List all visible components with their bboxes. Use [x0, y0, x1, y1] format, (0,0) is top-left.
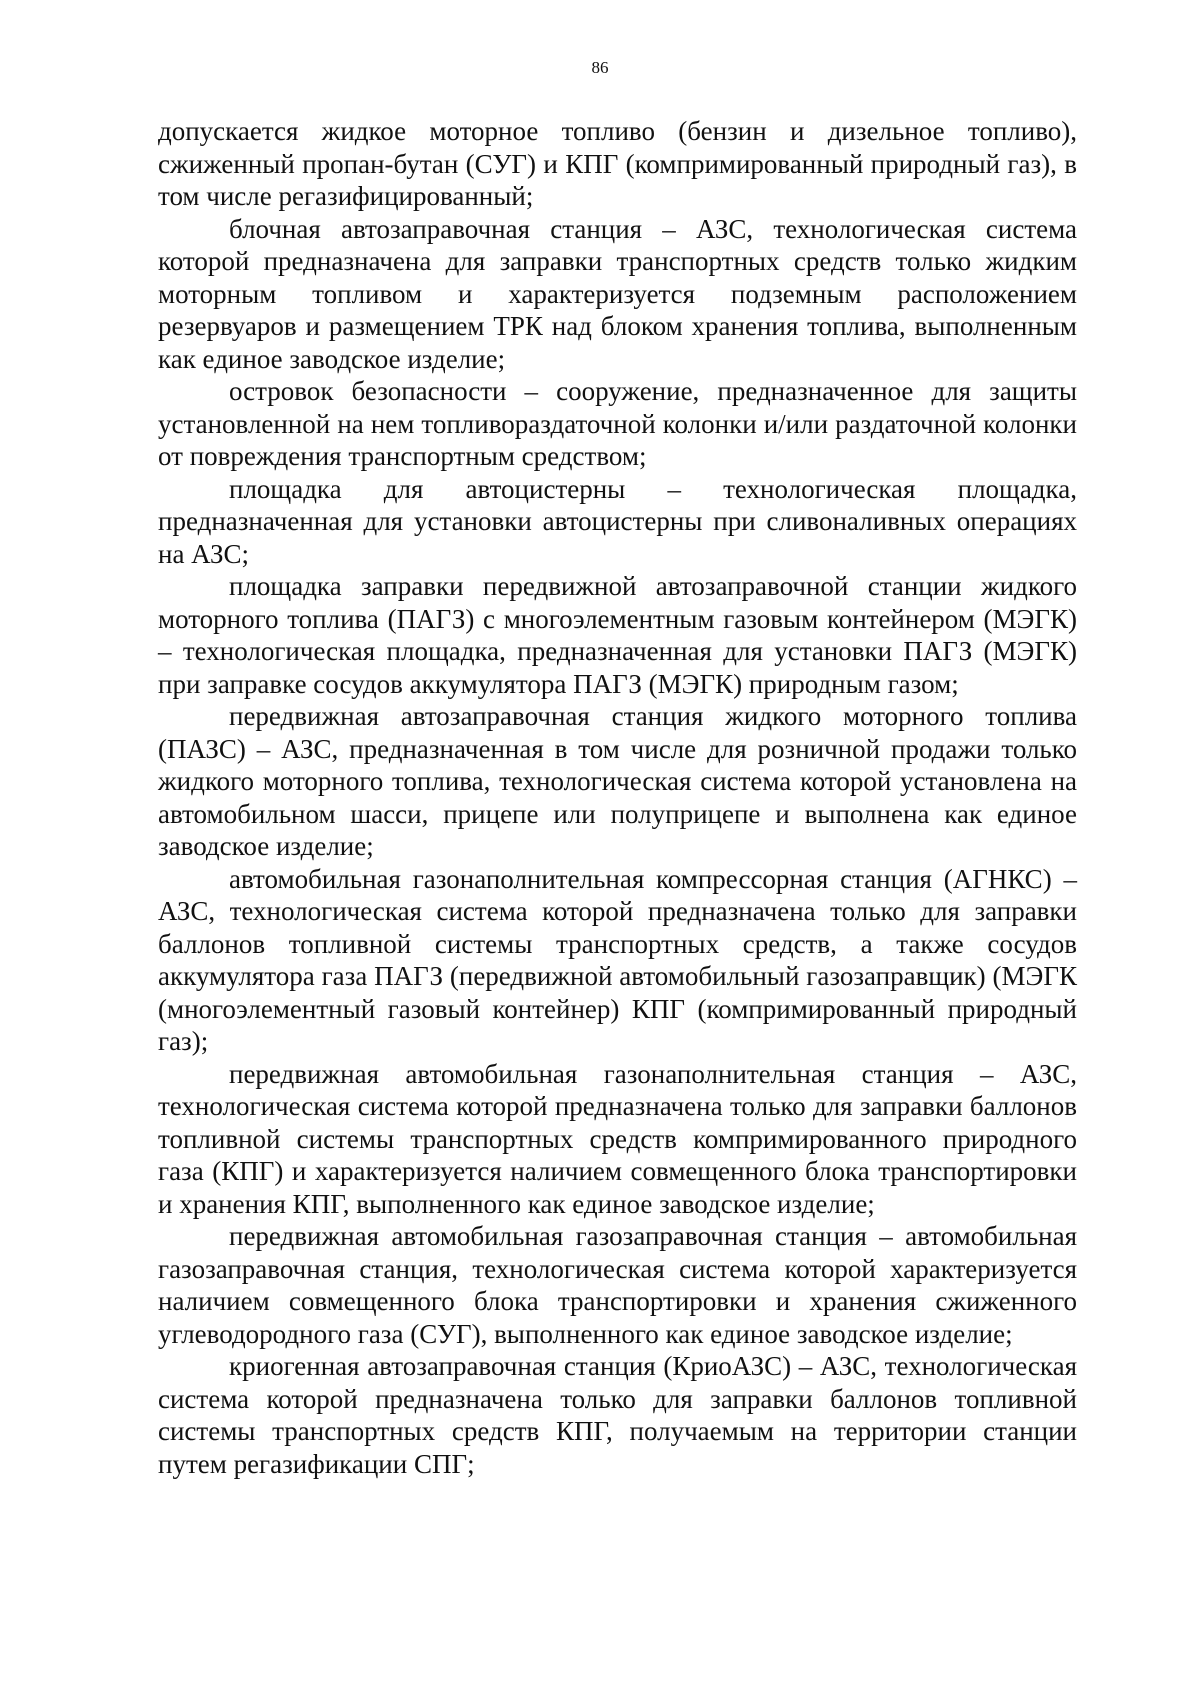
definition-agnks: автомобильная газонаполнительная компрессорная станция (АГНКС) – АЗС, технологическая система которой предназначена только для заправки баллонов топливной системы транспортных средств, а также сосудов аккумулятора газа ПАГЗ (передвижной автомобильный газозаправщик) (МЭГК (многоэлементный газовый контейнер) КПГ (компримированный природный газ);: [158, 863, 1077, 1056]
body-text: [158, 115, 1077, 1480]
definition-cryogenic-station: криогенная автозаправочная станция (КриоАЗС) – АЗС, технологическая система которой предназначена только для заправки баллонов топливной системы транспортных средств КПГ, получаемым на территории станции путем регазификации СПГ;: [158, 1351, 1077, 1479]
page-number: 86: [591, 58, 609, 77]
paragraph-continuation: допускается жидкое моторное топливо (бензин и дизельное топливо), сжиженный пропан-бутан (СУГ) и КПГ (компримированный природный газ), в том числе регазифицированный;: [158, 116, 1077, 211]
definition-mobile-gas-filling-station: передвижная автомобильная газонаполнительная станция – АЗС, технологическая система которой предназначена только для заправки баллонов топливной системы транспортных средств компримированного природного газа (КПГ) и характеризуется наличием совмещенного блока транспортировки и хранения КПГ, выполненного как единое заводское изделие;: [158, 1058, 1077, 1219]
definition-pagz-refuel-platform: площадка заправки передвижной автозаправочной станции жидкого моторного топлива (ПАГЗ) с многоэлементным газовым контейнером (МЭГК) – технологическая площадка, предназначенная для установки ПАГЗ (МЭГК) при заправке сосудов аккумулятора ПАГЗ (МЭГК) природным газом;: [158, 571, 1077, 699]
definition-tanker-platform: площадка для автоцистерны – технологическая площадка, предназначенная для установки автоцистерны при сливоналивных операциях на АЗС;: [158, 473, 1077, 569]
definition-block-fuel-station: блочная автозаправочная станция – АЗС, технологическая система которой предназначена для заправки транспортных средств только жидким моторным топливом и характеризуется подземным расположением резервуаров и размещением ТРК над блоком хранения топлива, выполненным как единое заводское изделие;: [158, 213, 1077, 374]
definition-safety-island: островок безопасности – сооружение, предназначенное для защиты установленной на нем топливораздаточной колонки и/или раздаточной колонки от повреждения транспортным средством;: [158, 376, 1077, 471]
definition-mobile-liquid-fuel-station: передвижная автозаправочная станция жидкого моторного топлива (ПАЗС) – АЗС, предназначенная в том числе для розничной продажи только жидкого моторного топлива, технологическая система которой установлена на автомобильном шасси, прицепе или полуприцепе и выполнена как единое заводское изделие;: [158, 701, 1077, 861]
definition-mobile-lpg-station: передвижная автомобильная газозаправочная станция – автомобильная газозаправочная станция, технологическая система которой характеризуется наличием совмещенного блока транспортировки и хранения сжиженного углеводородного газа (СУГ), выполненного как единое заводское изделие;: [158, 1221, 1077, 1349]
